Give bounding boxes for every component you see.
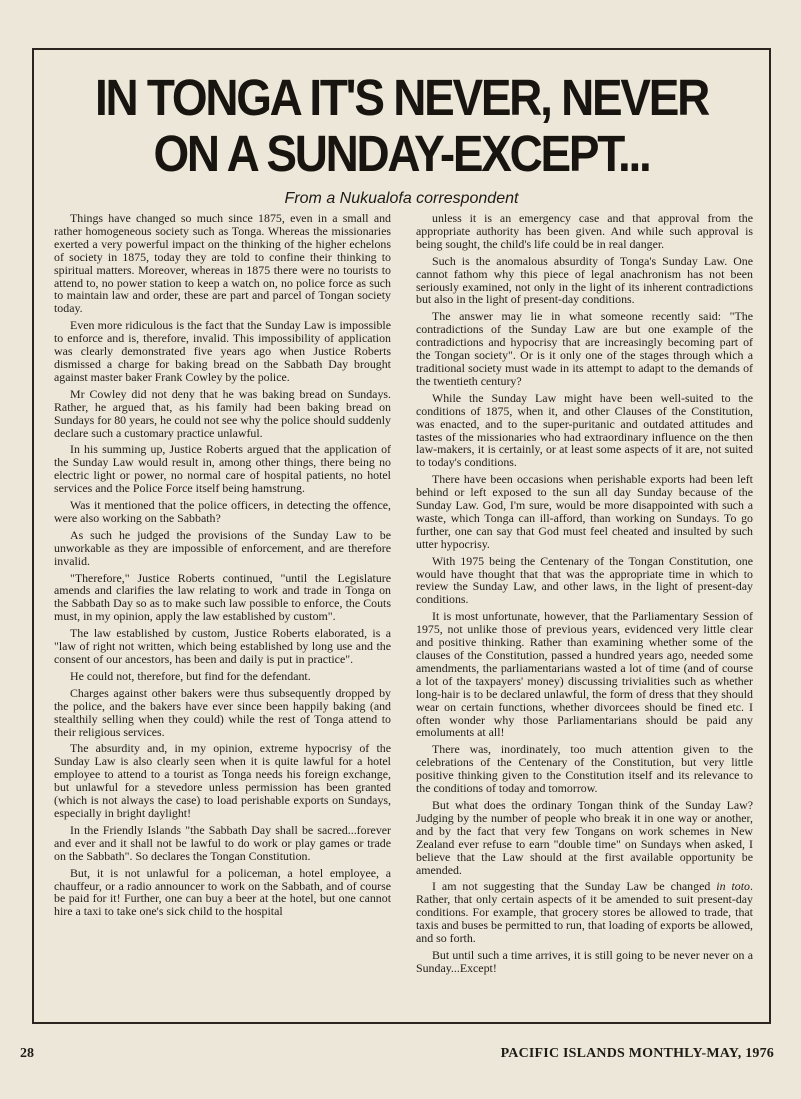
paragraph: In his summing up, Justice Roberts argued that the application of the Sunday Law would result in, among other things, there being no electric light or power, no normal care of hospital patients, no hotel services and the Police Force itself being hamstrung.	[54, 442, 391, 496]
paragraph: The answer may lie in what someone recently said: "The contradictions of the Sunday Law are but one example of the contradictions and hypocrisy that are increasingly becoming part of the Tongan society". Or is it only one of the stages through which a traditional society must wade in its attempt to adapt to the demands of the twentieth century?	[416, 309, 753, 388]
headline-line-1: IN TONGA IT'S NEVER, NEVER	[95, 69, 708, 126]
article-headline	[71, 70, 733, 182]
left-column	[54, 212, 391, 1002]
paragraph: But until such a time arrives, it is still going to be never never on a Sunday...Except!	[416, 947, 753, 975]
headline-line-2: ON A SUNDAY-EXCEPT...	[153, 125, 650, 182]
paragraph: There have been occasions when perishable exports had been left behind or left exposed to the sun all day Sunday because of the Sunday Law. God, I'm sure, would be more disappointed with such a waste, which Tonga can ill-afford, than working on Sundays. To go further, one can say that God must feel cheated and insulted by such utter hypocrisy.	[416, 472, 753, 551]
paragraph: While the Sunday Law might have been well-suited to the conditions of 1875, when it, and other Clauses of the Constitution, was enacted, and to the super-puritanic and outdated attitudes and tastes of the missionaries who had extraordinary influence on the then law-makers, it is certainly, or at least some aspects of it are, not suited to today's conditions.	[416, 390, 753, 470]
paragraph: It is most unfortunate, however, that the Parliamentary Session of 1975, not unlike those of previous years, evidenced very little clear and positive thinking. Rather than examining whether some of the clauses of the Constitution, passed a hundred years ago, needed some amendments, the parliamentarians wasted a lot of time (and of course a lot of the taxpayers' money) discussing trivialities such as whether long-hair is to be declared unlawful, the form of dress that they should wear on certain functions, whether divorcees should be fined etc. I often wonder why those Parliamentarians should be paid any emoluments at all!	[416, 609, 753, 740]
paragraph: With 1975 being the Centenary of the Tongan Constitution, one would have thought that that was the appropriate time in which to review the Sunday Law, and other laws, in the light of present-day conditions.	[416, 553, 753, 607]
paragraph: But what does the ordinary Tongan think of the Sunday Law? Judging by the number of people who break it in one way or another, and by the fact that very few Tongans on work schemes in New Zealand ever refuse to earn "double time" on Sundays when asked, I believe that the Law should at the first available opportunity be amended.	[416, 797, 753, 877]
paragraph: The law established by custom, Justice Roberts elaborated, is a "law of right not written, which being established by long use and the consent of our ancestors, has been and daily is put in practice".	[54, 626, 391, 666]
right-column	[416, 212, 753, 1002]
paragraph: But, it is not unlawful for a policeman, a hotel employee, a chauffeur, or a radio announcer to work on the Sabbath, and of course be paid for it! Further, one can buy a beer at the hotel, but one cannot hire a taxi to take one's sick child to the hospital	[54, 865, 391, 919]
paragraph: Things have changed so much since 1875, even in a small and rather homogeneous society such as Tonga. Whereas the missionaries exerted a very powerful impact on the thinking of the higher echelons of society in 1875, today they are told to confine their thinking to spiritual matters. Moreover, whereas in 1875 there were no tourists to attend to, no power station to keep a watch on, no police force as such to maintain law and order, these are part and parcel of Tongan society today.	[54, 212, 391, 316]
article-frame	[32, 48, 771, 1024]
paragraph: Charges against other bakers were thus subsequently dropped by the police, and the bakers have ever since been happily baking (and stealthily selling when they could) while the rest of Tonga attend to their religious services.	[54, 685, 391, 739]
paragraph: Mr Cowley did not deny that he was baking bread on Sundays. Rather, he argued that, as his family had been baking bread on Sundays for 80 years, he could not see why the police should suddenly declare such a customary practice unlawful.	[54, 386, 391, 440]
paragraph: The absurdity and, in my opinion, extreme hypocrisy of the Sunday Law is also clearly seen when it is quite lawful for a hotel employee to attend to a tourist as Tonga needs his foreign exchange, but unlawful for a stevedore unless permission has been granted (which is not always the case) to load perishable exports on Sundays, especially in bright daylight!	[54, 741, 391, 820]
paragraph: He could not, therefore, but find for the defendant.	[70, 668, 311, 683]
paragraph: "Therefore," Justice Roberts continued, "until the Legislature amends and clarifies the law relating to work and trade in Tonga on the Sabbath Day so as to make such law possible to enforce, the Couts must, in my opinion, apply the law established by custom".	[54, 570, 391, 624]
paragraph: Even more ridiculous is the fact that the Sunday Law is impossible to enforce and is, therefore, invalid. This impossibility of application was clearly demonstrated five years ago when Justice Roberts dismissed a charge for baking bread on the Sabbath Day brought against master baker Frank Cowley by the police.	[54, 318, 391, 384]
article-byline: From a Nukualofa correspondent	[284, 190, 519, 207]
publication-line: PACIFIC ISLANDS MONTHLY-MAY, 1976	[500, 1046, 774, 1061]
page-footer	[0, 1046, 801, 1066]
paragraph: I am not suggesting that the Sunday Law be changed in toto. Rather, that only certain aspects of it be amended to suit present-day conditions. For example, that grocery stores be allowed to trade, that taxis and buses be permitted to run, that loading of exports be allowed, and so forth.	[416, 879, 753, 946]
paragraph: Was it mentioned that the police officers, in detecting the offence, were also working on the Sabbath?	[54, 498, 391, 525]
article-body	[54, 212, 753, 1002]
page-number: 28	[20, 1046, 34, 1061]
paragraph: Such is the anomalous absurdity of Tonga's Sunday Law. One cannot fathom why this piece of legal anachronism has not been seriously examined, not only in the light of its inherent contradictions but also in the light of present-day conditions.	[416, 253, 753, 307]
paragraph: In the Friendly Islands "the Sabbath Day shall be sacred...forever and ever and it shall not be lawful to do work or play games or trade on the Sabbath". So declares the Tongan Constitution.	[54, 822, 391, 863]
paragraph: unless it is an emergency case and that approval from the appropriate authority has been given. And while such approval is being sought, the child's life could be in real danger.	[416, 212, 753, 251]
paragraph: There was, inordinately, too much attention given to the celebrations of the Centenary of the Constitution, but very little positive thinking given to the Constitution itself and its relevance to the conditions of today and tomorrow.	[416, 742, 753, 796]
paragraph: As such he judged the provisions of the Sunday Law to be unworkable as they are impossible of enforcement, and are therefore invalid.	[54, 527, 391, 568]
